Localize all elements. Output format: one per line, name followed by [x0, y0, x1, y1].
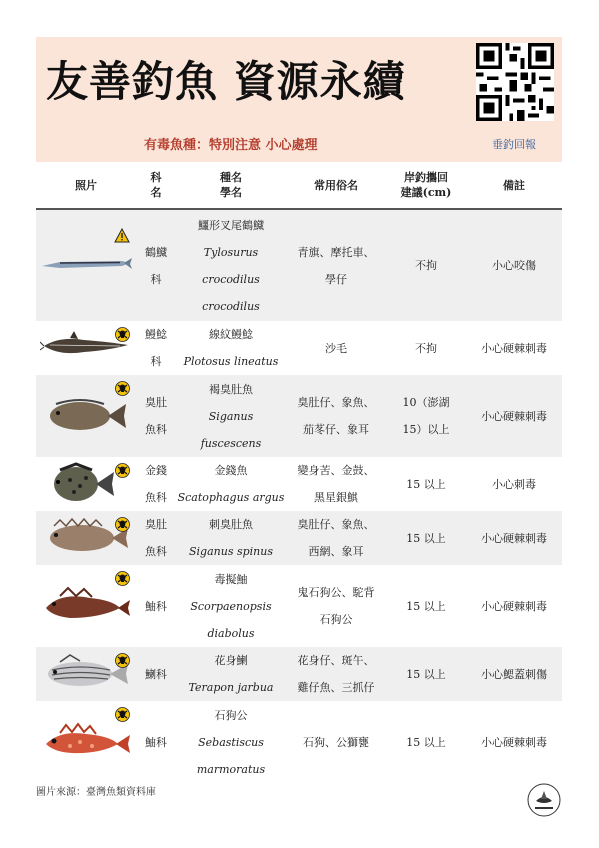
species-common-name: 鱷形叉尾鶴鱵	[198, 218, 264, 232]
note-cell: 小心硬棘刺毒	[481, 599, 547, 613]
family-cell: 鮋科	[145, 599, 167, 613]
size-cell: 10（澎湖 15）以上	[386, 375, 466, 457]
note-cell: 小心硬棘刺毒	[481, 341, 547, 355]
species-common-name: 褐臭肚魚	[209, 382, 253, 396]
species-scientific-name: Siganus fuscescens	[200, 409, 262, 450]
note-cell: 小心硬棘刺毒	[466, 511, 562, 565]
size-cell: 15 以上	[406, 477, 446, 491]
family-cell: 鶴鱵 科	[136, 209, 176, 321]
poison-icon	[115, 515, 130, 542]
fish-photo-cell	[36, 511, 136, 565]
species-cell	[176, 321, 286, 375]
local-names-cell: 花身仔、斑午、 雞仔魚、三抓仔	[286, 647, 386, 701]
species-cell	[176, 701, 286, 783]
report-link[interactable]: 垂釣回報	[492, 138, 536, 151]
note-cell: 小心咬傷	[466, 209, 562, 321]
header-banner	[36, 37, 562, 162]
local-names-cell: 沙毛	[325, 341, 347, 355]
species-scientific-name: Tylosurus crocodilus crocodilus	[202, 245, 260, 313]
table-row	[36, 565, 562, 647]
table-row	[36, 511, 562, 565]
family-cell: 臭肚 魚科	[136, 375, 176, 457]
fish-photo-cell	[36, 457, 136, 511]
size-cell: 不拘	[386, 209, 466, 321]
size-cell: 15 以上	[386, 647, 466, 701]
size-cell: 15 以上	[406, 599, 446, 613]
species-cell	[176, 511, 286, 565]
species-common-name: 金錢魚	[214, 464, 248, 477]
poison-icon	[115, 325, 130, 352]
note-cell: 小心鰓蓋刺傷	[466, 647, 562, 701]
family-cell: 鯻科	[136, 647, 176, 701]
table-row	[36, 701, 562, 783]
fish-photo-cell	[36, 647, 136, 701]
col-notes: 備註	[466, 162, 562, 209]
col-size: 岸釣攜回 建議(cm)	[386, 162, 466, 209]
species-cell	[176, 565, 286, 647]
species-cell	[176, 647, 286, 701]
poison-icon	[115, 379, 130, 406]
species-scientific-name: Terapon jarbua	[188, 681, 274, 694]
species-common-name: 花身鯻	[214, 654, 248, 667]
col-photo: 照片	[36, 162, 136, 209]
species-scientific-name: Plotosus lineatus	[183, 355, 279, 368]
table-row	[36, 321, 562, 375]
species-common-name: 線紋鰻鯰	[209, 328, 253, 341]
table-row	[36, 209, 562, 321]
table-row	[36, 457, 562, 511]
species-common-name: 刺臭肚魚	[209, 518, 253, 531]
poison-icon	[115, 651, 130, 678]
family-cell: 金錢 魚科	[145, 464, 167, 504]
size-cell: 不拘	[415, 341, 437, 355]
fish-photo-cell	[36, 209, 136, 321]
fish-photo-cell	[36, 321, 136, 375]
fisheries-logo-icon	[527, 783, 561, 817]
fish-photo-cell	[36, 565, 136, 647]
species-common-name: 毒擬鮋	[214, 572, 248, 586]
image-source: 圖片來源：臺灣魚類資料庫	[36, 787, 156, 798]
species-cell	[176, 375, 286, 457]
poisonous-fish-table	[36, 162, 562, 783]
fish-photo-cell	[36, 701, 136, 783]
fish-photo-cell	[36, 375, 136, 457]
species-scientific-name: Scatophagus argus	[177, 491, 285, 504]
poison-icon	[115, 461, 130, 488]
size-cell: 15 以上	[406, 735, 446, 749]
qr-code-icon[interactable]	[476, 43, 554, 121]
species-scientific-name: Scorpaenopsis diabolus	[190, 599, 272, 640]
note-cell: 小心硬棘刺毒	[466, 375, 562, 457]
table-row	[36, 647, 562, 701]
local-names-cell: 青旗、摩托車、 學仔	[286, 209, 386, 321]
family-cell: 臭肚 魚科	[136, 511, 176, 565]
poison-icon	[115, 569, 130, 596]
local-names-cell: 臭肚仔、象魚、 茄苳仔、象耳	[286, 375, 386, 457]
species-scientific-name: Siganus spinus	[189, 545, 273, 558]
local-names-cell: 臭肚仔、象魚、 西網、象耳	[286, 511, 386, 565]
local-names-cell: 鬼石狗公、駝背 石狗公	[297, 586, 375, 626]
table-header-row	[36, 162, 562, 209]
family-cell: 鰻鯰 科	[145, 328, 167, 368]
note-cell: 小心硬棘刺毒	[481, 735, 547, 749]
species-scientific-name: Sebastiscus marmoratus	[196, 735, 266, 776]
species-cell	[176, 457, 286, 511]
local-names-cell: 變身苦、金鼓、 黑星銀鯕	[297, 464, 375, 504]
col-common-names: 常用俗名	[286, 162, 386, 209]
poison-icon	[115, 705, 130, 732]
species-cell	[176, 209, 286, 321]
page-title: 友善釣魚 資源永續	[46, 57, 406, 106]
col-family: 科 名	[136, 162, 176, 209]
size-cell: 15 以上	[386, 511, 466, 565]
family-cell: 鮋科	[145, 735, 167, 749]
local-names-cell: 石狗、公獅甕	[303, 735, 369, 749]
warning-subtitle: 有毒魚種：特別注意 小心處理	[144, 138, 318, 153]
species-common-name: 石狗公	[214, 708, 248, 722]
col-species: 種名 學名	[176, 162, 286, 209]
warning-icon	[114, 226, 130, 253]
note-cell: 小心刺毒	[492, 477, 536, 491]
table-row	[36, 375, 562, 457]
